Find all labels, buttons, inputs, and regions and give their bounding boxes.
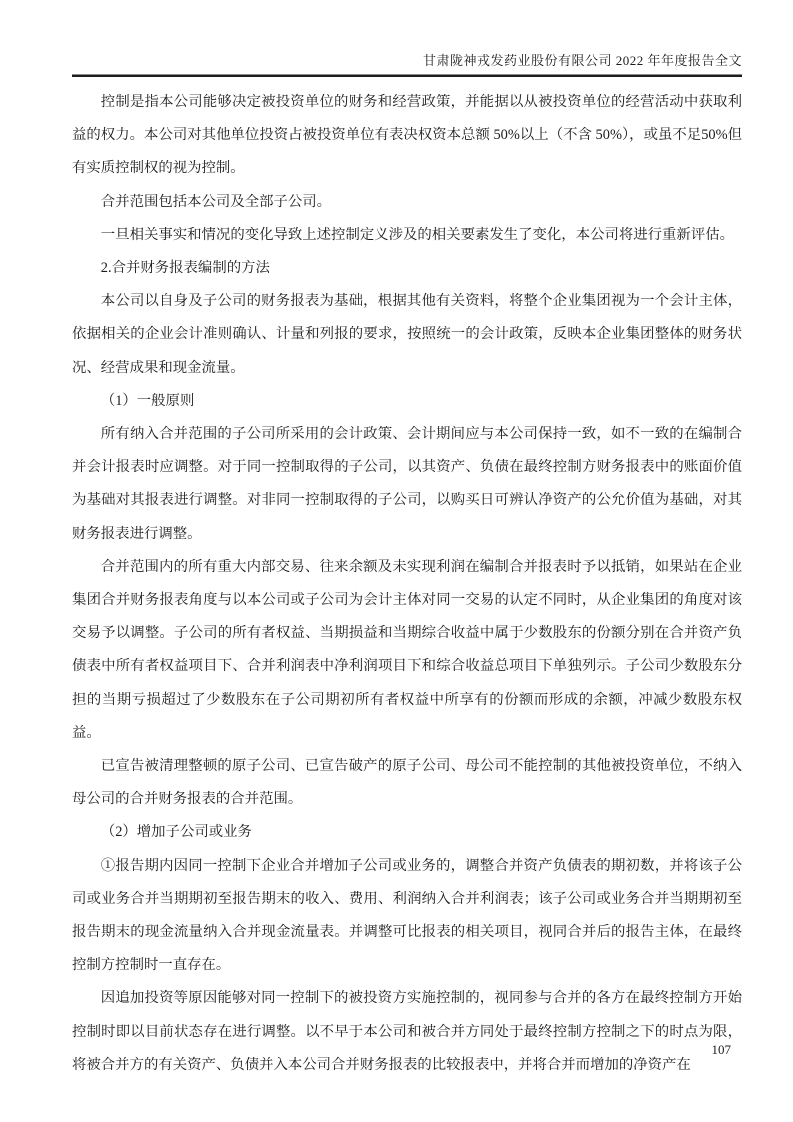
section-heading: 2.合并财务报表编制的方法 — [100, 260, 270, 277]
page-number: 107 — [711, 1042, 731, 1057]
paragraph: 合并范围内的所有重大内部交易、往来余额及未实现利润在编制合并报表时予以抵销，如果站在企业集团合并财务报表角度与以本公司或子公司为会计主体对同一交易的认定不同时，从企业集团的角度对该交易予以调整。子公司的所有者权益、当期损益和当期综合收益中属于少数股东的份额分别在合并资产负债表中所有者权益项目下、合并利润表中净利润项目下和综合收益总项目下单独列示。子公司少数股东分担的当期亏损超过了少数股东在子公司期初所有者权益中所享有的份额而形成的余额，冲减少数股东权益。 — [72, 558, 742, 741]
paragraph: 因追加投资等原因能够对同一控制下的被投资方实施控制的，视同参与合并的各方在最终控制方开始控制时即以目前状态存在进行调整。以不早于本公司和被合并方同处于最终控制方控制之下的时点为限，将被合并方的有关资产、负债并入本公司合并财务报表的比较报表中，并将合并而增加的净资产在 — [72, 990, 742, 1073]
section-heading: （2）增加子公司或业务 — [100, 824, 252, 841]
page-header — [72, 50, 742, 77]
paragraph: 所有纳入合并范围的子公司所采用的会计政策、会计期间应与本公司保持一致，如不一致的在编制合并会计报表时应调整。对于同一控制取得的子公司，以其资产、负债在最终控制方财务报表中的账面价值为基础对其报表进行调整。对非同一控制取得的子公司，以购买日可辨认净资产的公允价值为基础，对其财务报表进行调整。 — [72, 426, 742, 542]
section-heading: （1）一般原则 — [100, 392, 195, 409]
document-body — [72, 86, 742, 1082]
paragraph: 本公司以自身及子公司的财务报表为基础，根据其他有关资料，将整个企业集团视为一个会计主体，依据相关的企业会计准则确认、计量和列报的要求，按照统一的会计政策，反映本企业集团整体的财务状况、经营成果和现金流量。 — [72, 293, 742, 376]
paragraph: 已宣告被清理整顿的原子公司、已宣告破产的原子公司、母公司不能控制的其他被投资单位，不纳入母公司的合并财务报表的合并范围。 — [72, 758, 742, 808]
paragraph: 一旦相关事实和情况的变化导致上述控制定义涉及的相关要素发生了变化，本公司将进行重新评估。 — [100, 226, 734, 243]
paragraph: 合并范围包括本公司及全部子公司。 — [100, 193, 332, 210]
paragraph: ①报告期内因同一控制下企业合并增加子公司或业务的，调整合并资产负债表的期初数，并将该子公司或业务合并当期期初至报告期末的收入、费用、利润纳入合并利润表；该子公司或业务合并当期期初至报告期末的现金流量纳入合并现金流量表。并调整可比报表的相关项目，视同合并后的报告主体，在最终控制方控制时一直存在。 — [72, 857, 742, 974]
header-title: 甘肃陇神戎发药业股份有限公司 2022 年年度报告全文 — [422, 53, 742, 68]
paragraph: 控制是指本公司能够决定被投资单位的财务和经营政策，并能据以从被投资单位的经营活动中获取利益的权力。本公司对其他单位投资占被投资单位有表决权资本总额 50%以上（不含 50%），或虽不足50%但有实质控制权的视为控制。 — [72, 94, 742, 177]
